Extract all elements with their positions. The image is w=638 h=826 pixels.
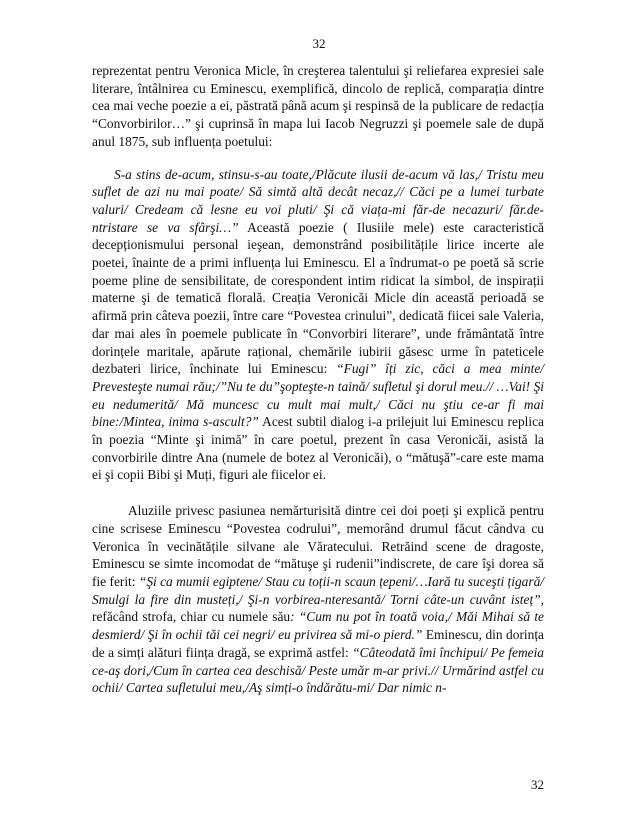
paragraph-3 [92, 502, 544, 697]
quoted-verse: S-a stins de-acum, stinsu-s-au toate,/Plăcute ilusii de-acum vă las,/ Tristu meu suflet de azi nu mai poate/ Să simtă altă decât necaz,// Căci pe a lumei turbate valuri/ Credeam că lesne eu voi pluti/ Şi că viața-mi făr-de necazuri/ făr.de-ntristare se va sfârşi…” [92, 166, 544, 235]
paragraph-2 [92, 166, 544, 485]
body-text: Această poezie ( Ilusiile mele) este caracteristică decepționismului personal ieşean, demonstrând posibilitățile lirice incerte ale poetei, înainte de a primi influența lui Eminescu. El a îndrumat-o pe poetă să scrie poeme pline de sensibilitate, de corespondent intim ridicat la simbol, de inspirații materne şi de tematică florală. Creația Veronicăi Micle din această perioadă se afirmă prin câteva poezii, între care “Povestea crinului”, dedicată fiicei sale Valeria, dar mai ales în poemele publicate în “Convorbiri literare”, unde frământată între dorințele maritale, apărute rațional, chemările iubirii găsesc urme în pateticele dezbateri lirice, închinate lui Eminescu: [92, 219, 545, 377]
page-number-bottom: 32 [531, 777, 544, 792]
body-text: refăcând strofa, chiar cu numele său [92, 609, 291, 625]
paragraph-1 [92, 62, 544, 151]
quoted-verse: “Fugi” îți zic, căci a mea minte/ Prevesteşte numai rău;/”Nu te du”şopteşte-n taină/ sufletul şi dorul meu.// …Vai! Şi eu nedumerită/ Mă muncesc cu mult mai mult,/ Căci nu ştiu ce-ar fi mai bine:/Mintea, inima s-ascult?” [92, 361, 544, 430]
page-body [92, 62, 544, 697]
quoted-verse: “Şi ca mumii egiptene/ Stau cu toții-n scaun țepeni/…Iară tu suceşti țigară/ Smulgi la fire din musteți,/ Şi-n vorbirea-nteresantă/ Torni câte-un cuvânt isteț”, [92, 573, 545, 607]
page-number-top: 32 [312, 36, 326, 51]
quoted-verse: “Câteodată îmi închipui/ Pe femeia ce-aş dori,/Cum în cartea cea deschisă/ Peste umăr m-ar privi.// Urmărind astfel cu ochii/ Cartea sufletului meu,/Aş simți-o îndărătu-mi/ Dar nimic n- [92, 644, 544, 696]
body-text: reprezentat pentru Veronica Micle, în creşterea talentului şi reliefarea expresiei sale literare, întâlnirea cu Eminescu, exemplifică, dincolo de replică, comparația dintre cea mai veche poezie a ei, păstrată până acum şi respinsă de la publicare de redacția “Convorbirilor…” şi cuprinsă în mapa lui Iacob Negruzzi şi poemele sale de după anul 1875, sub influența poetului: [92, 63, 544, 149]
body-text: Eminescu, din dorința de a simți alături ființa dragă, se exprimă astfel: [92, 627, 544, 660]
quoted-verse: : “Cum nu pot în toată voia,/ Măi Mihai să te desmierd/ Şi în ochii tăi cei negri/ eu privirea să mi-o pierd.” [92, 609, 544, 643]
body-text: Aluziile privesc pasiunea nemărturisită dintre cei doi poeți şi explică pentru cine scrisese Eminescu “Povestea codrului”, memorând drumul făcut cândva cu Veronica în vecinătățile silvane ale Văratecului. Retrăind scene de dragoste, Eminescu se simte incomodat de “mătuşe şi rudenii”indiscrete, de care îşi dorea să fie ferit: [92, 503, 544, 589]
body-text: Acest subtil dialog i-a prilejuit lui Eminescu replica în poezia “Minte şi inimă” în care poetul, prezent în casa Veronicăi, asistă la convorbirile dintre Ana (numele de botez al Veronicăi), o “mătuşă”-care este mama ei şi copii Bibi şi Muți, figuri ale fiicelor ei. [92, 414, 544, 483]
